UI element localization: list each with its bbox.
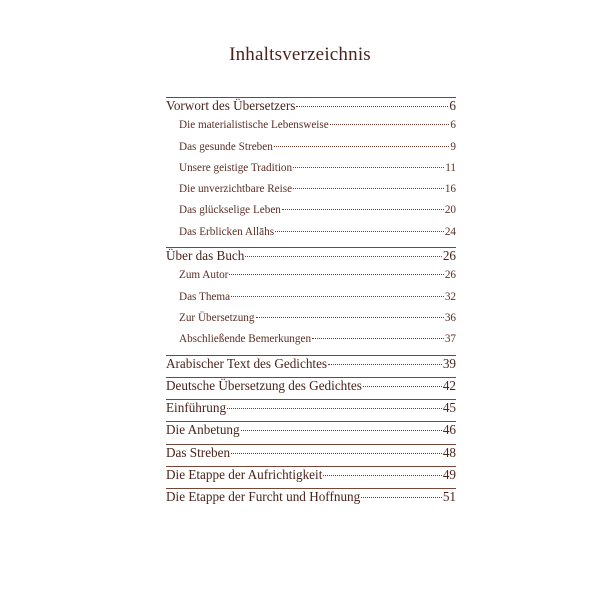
toc-entry-label: Abschließende Bemerkungen [179, 333, 312, 346]
dot-leader [361, 497, 442, 498]
toc-chapter-entry[interactable] [166, 400, 456, 421]
toc-section-entry[interactable] [166, 269, 456, 290]
toc-entry-label: Das gesunde Streben [179, 140, 273, 153]
dot-leader [227, 408, 442, 409]
dot-leader [231, 453, 442, 454]
toc-section-entry[interactable] [166, 291, 456, 312]
toc-chapter-entry[interactable] [166, 98, 456, 119]
toc-entry-label: Die Etappe der Furcht und Hoffnung [166, 489, 361, 505]
dot-leader [330, 124, 450, 125]
toc-entry-label: Das Erblicken Allāhs [179, 225, 275, 238]
toc-page-number: 46 [442, 422, 456, 438]
dot-leader [293, 167, 444, 168]
toc-entry-label: Das Streben [166, 444, 231, 460]
toc-chapter-entry[interactable] [166, 248, 456, 269]
toc-page-number: 48 [442, 444, 456, 460]
toc-page-number: 26 [442, 248, 456, 264]
toc-page-number: 36 [444, 311, 456, 324]
toc-chapter-entry[interactable] [166, 467, 456, 488]
toc-page-number: 20 [444, 204, 456, 217]
toc-entry-label: Die Etappe der Aufrichtigkeit [166, 467, 323, 483]
toc-section-entry[interactable] [166, 226, 456, 247]
toc-entry-label: Das Thema [179, 290, 231, 303]
toc-entry-label: Zum Autor [179, 269, 229, 282]
toc-chapter-entry[interactable] [166, 422, 456, 443]
dot-leader [296, 106, 448, 107]
toc-chapter-entry[interactable] [166, 378, 456, 399]
table-of-contents [166, 98, 456, 511]
toc-entry-label: Die materialistische Lebensweise [179, 119, 329, 132]
toc-page-number: 45 [442, 400, 456, 416]
toc-page-number: 49 [442, 467, 456, 483]
dot-leader [323, 475, 441, 476]
toc-page-number: 11 [445, 161, 456, 174]
toc-page-number: 32 [444, 290, 456, 303]
page-title: Inhaltsverzeichnis [229, 44, 371, 65]
toc-section-entry[interactable] [166, 162, 456, 183]
toc-entry-label: Zur Übersetzung [179, 311, 255, 324]
dot-leader [256, 317, 444, 318]
dot-leader [328, 364, 442, 365]
dot-leader [293, 188, 444, 189]
toc-page-number: 39 [442, 355, 456, 371]
toc-page-number: 6 [450, 119, 456, 132]
toc-section-entry[interactable] [166, 119, 456, 140]
toc-page-number: 42 [442, 377, 456, 393]
dot-leader [363, 386, 442, 387]
dot-leader [312, 338, 444, 339]
toc-page-number: 37 [444, 333, 456, 346]
toc-entry-label: Die unverzichtbare Reise [179, 183, 293, 196]
dot-leader [231, 296, 444, 297]
toc-section-entry[interactable] [166, 141, 456, 162]
dot-leader [245, 256, 441, 257]
toc-page-number: 6 [449, 98, 456, 113]
toc-entry-label: Das glückselige Leben [179, 204, 281, 217]
toc-entry-label: Die Anbetung [166, 422, 240, 438]
toc-entry-label: Über das Buch [166, 248, 245, 264]
dot-leader [274, 146, 450, 147]
toc-chapter-entry[interactable] [166, 445, 456, 466]
toc-entry-label: Deutsche Übersetzung des Gedichtes [166, 377, 362, 393]
toc-section-entry[interactable] [166, 204, 456, 225]
toc-page-number: 24 [444, 225, 456, 238]
toc-section-entry[interactable] [166, 312, 456, 333]
toc-section-entry[interactable] [166, 183, 456, 204]
toc-page-number: 51 [442, 489, 456, 505]
toc-page-number: 16 [444, 183, 456, 196]
toc-entry-label: Vorwort des Übersetzers [166, 98, 296, 113]
dot-leader [241, 430, 442, 431]
toc-page-number: 9 [450, 140, 456, 153]
dot-leader [275, 231, 444, 232]
dot-leader [229, 274, 443, 275]
toc-entry-label: Unsere geistige Tradition [179, 161, 293, 174]
toc-entry-label: Arabischer Text des Gedichtes [166, 355, 328, 371]
toc-page-number: 26 [444, 269, 456, 282]
toc-entry-label: Einführung [166, 400, 227, 416]
toc-chapter-entry[interactable] [166, 356, 456, 377]
toc-section-entry[interactable] [166, 333, 456, 354]
dot-leader [282, 209, 444, 210]
toc-chapter-entry[interactable] [166, 489, 456, 510]
